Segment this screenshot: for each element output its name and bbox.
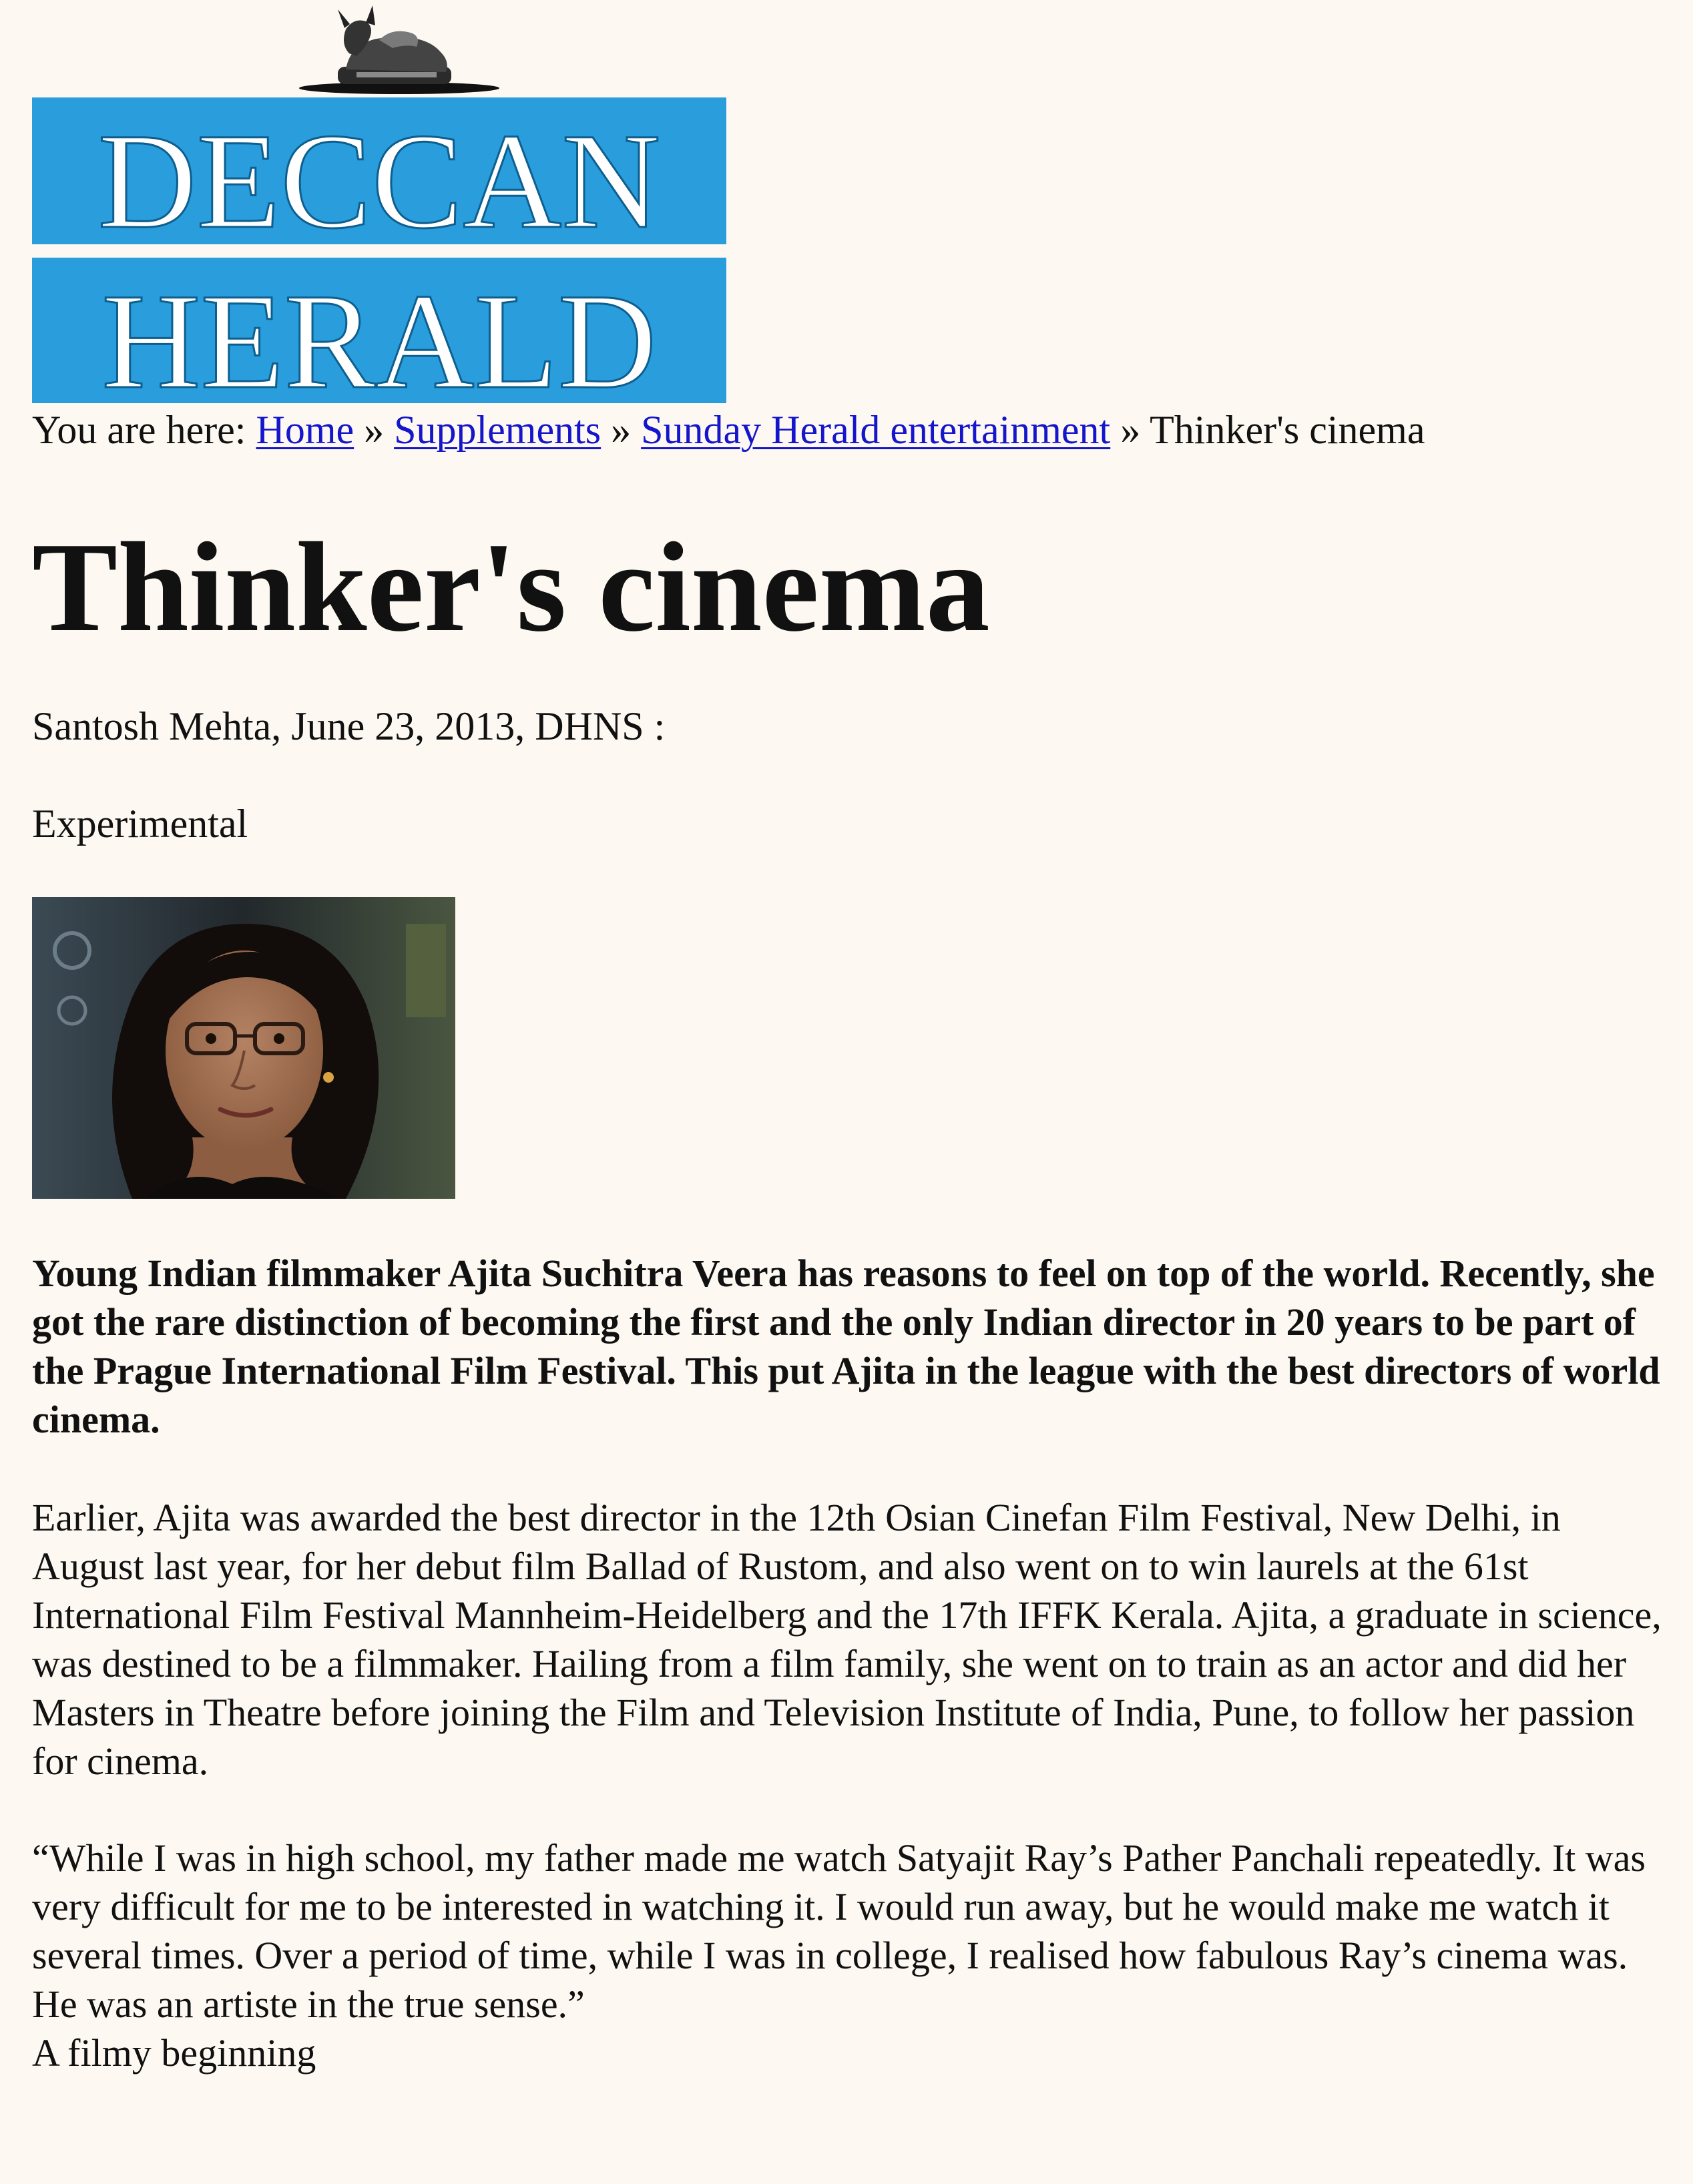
breadcrumb-separator: » <box>611 408 632 452</box>
article-title: Thinker's cinema <box>32 516 990 658</box>
breadcrumb-separator: » <box>1120 408 1141 452</box>
nandi-bull-icon <box>299 5 499 94</box>
breadcrumb-supplements-link[interactable]: Supplements <box>394 408 601 452</box>
breadcrumb-section-link[interactable]: Sunday Herald entertainment <box>641 408 1111 452</box>
logo-line1: DECCAN <box>97 105 661 257</box>
breadcrumb-prefix: You are here: <box>32 408 246 452</box>
breadcrumb-current: Thinker's cinema <box>1150 408 1425 452</box>
logo-line2: HERALD <box>101 266 657 403</box>
deccan-herald-logo[interactable] <box>32 0 726 403</box>
breadcrumb-separator: » <box>364 408 385 452</box>
article-byline: Santosh Mehta, June 23, 2013, DHNS : <box>32 704 666 748</box>
article-subhead: A filmy beginning <box>32 2031 316 2075</box>
section-label: Experimental <box>32 802 248 846</box>
breadcrumb-home-link[interactable]: Home <box>256 408 354 452</box>
breadcrumb <box>32 403 1425 457</box>
article-photo <box>32 897 455 1199</box>
article-paragraph: Earlier, Ajita was awarded the best director in the 12th Osian Cinefan Film Festival, New Delhi, in August last year, for her debut film Ballad of Rustom, and also went on to win laurels at the 61st International Film Festival Mannheim-Heidelberg and the 17th IFFK Kerala. Ajita, a graduate in science, was destined to be a filmmaker. Hailing from a film family, she went on to train as an actor and did her Masters in Theatre before joining the Film and Television Institute of India, Pune, to follow her passion for cinema. <box>32 1496 1662 1783</box>
article-paragraph: “While I was in high school, my father made me watch Satyajit Ray’s Pather Panchali repeatedly. It was very difficult for me to be interested in watching it. I would run away, but he would make me watch it several times. Over a period of time, while I was in college, I realised how fabulous Ray’s cinema was. He was an artiste in the true sense.” <box>32 1836 1646 2026</box>
article-lead: Young Indian filmmaker Ajita Suchitra Veera has reasons to feel on top of the world. Recently, she got the rare distinction of becoming the first and the only Indian director in 20 years to be part of the Prague International Film Festival. This put Ajita in the league with the best directors of world cinema. <box>32 1252 1660 1441</box>
